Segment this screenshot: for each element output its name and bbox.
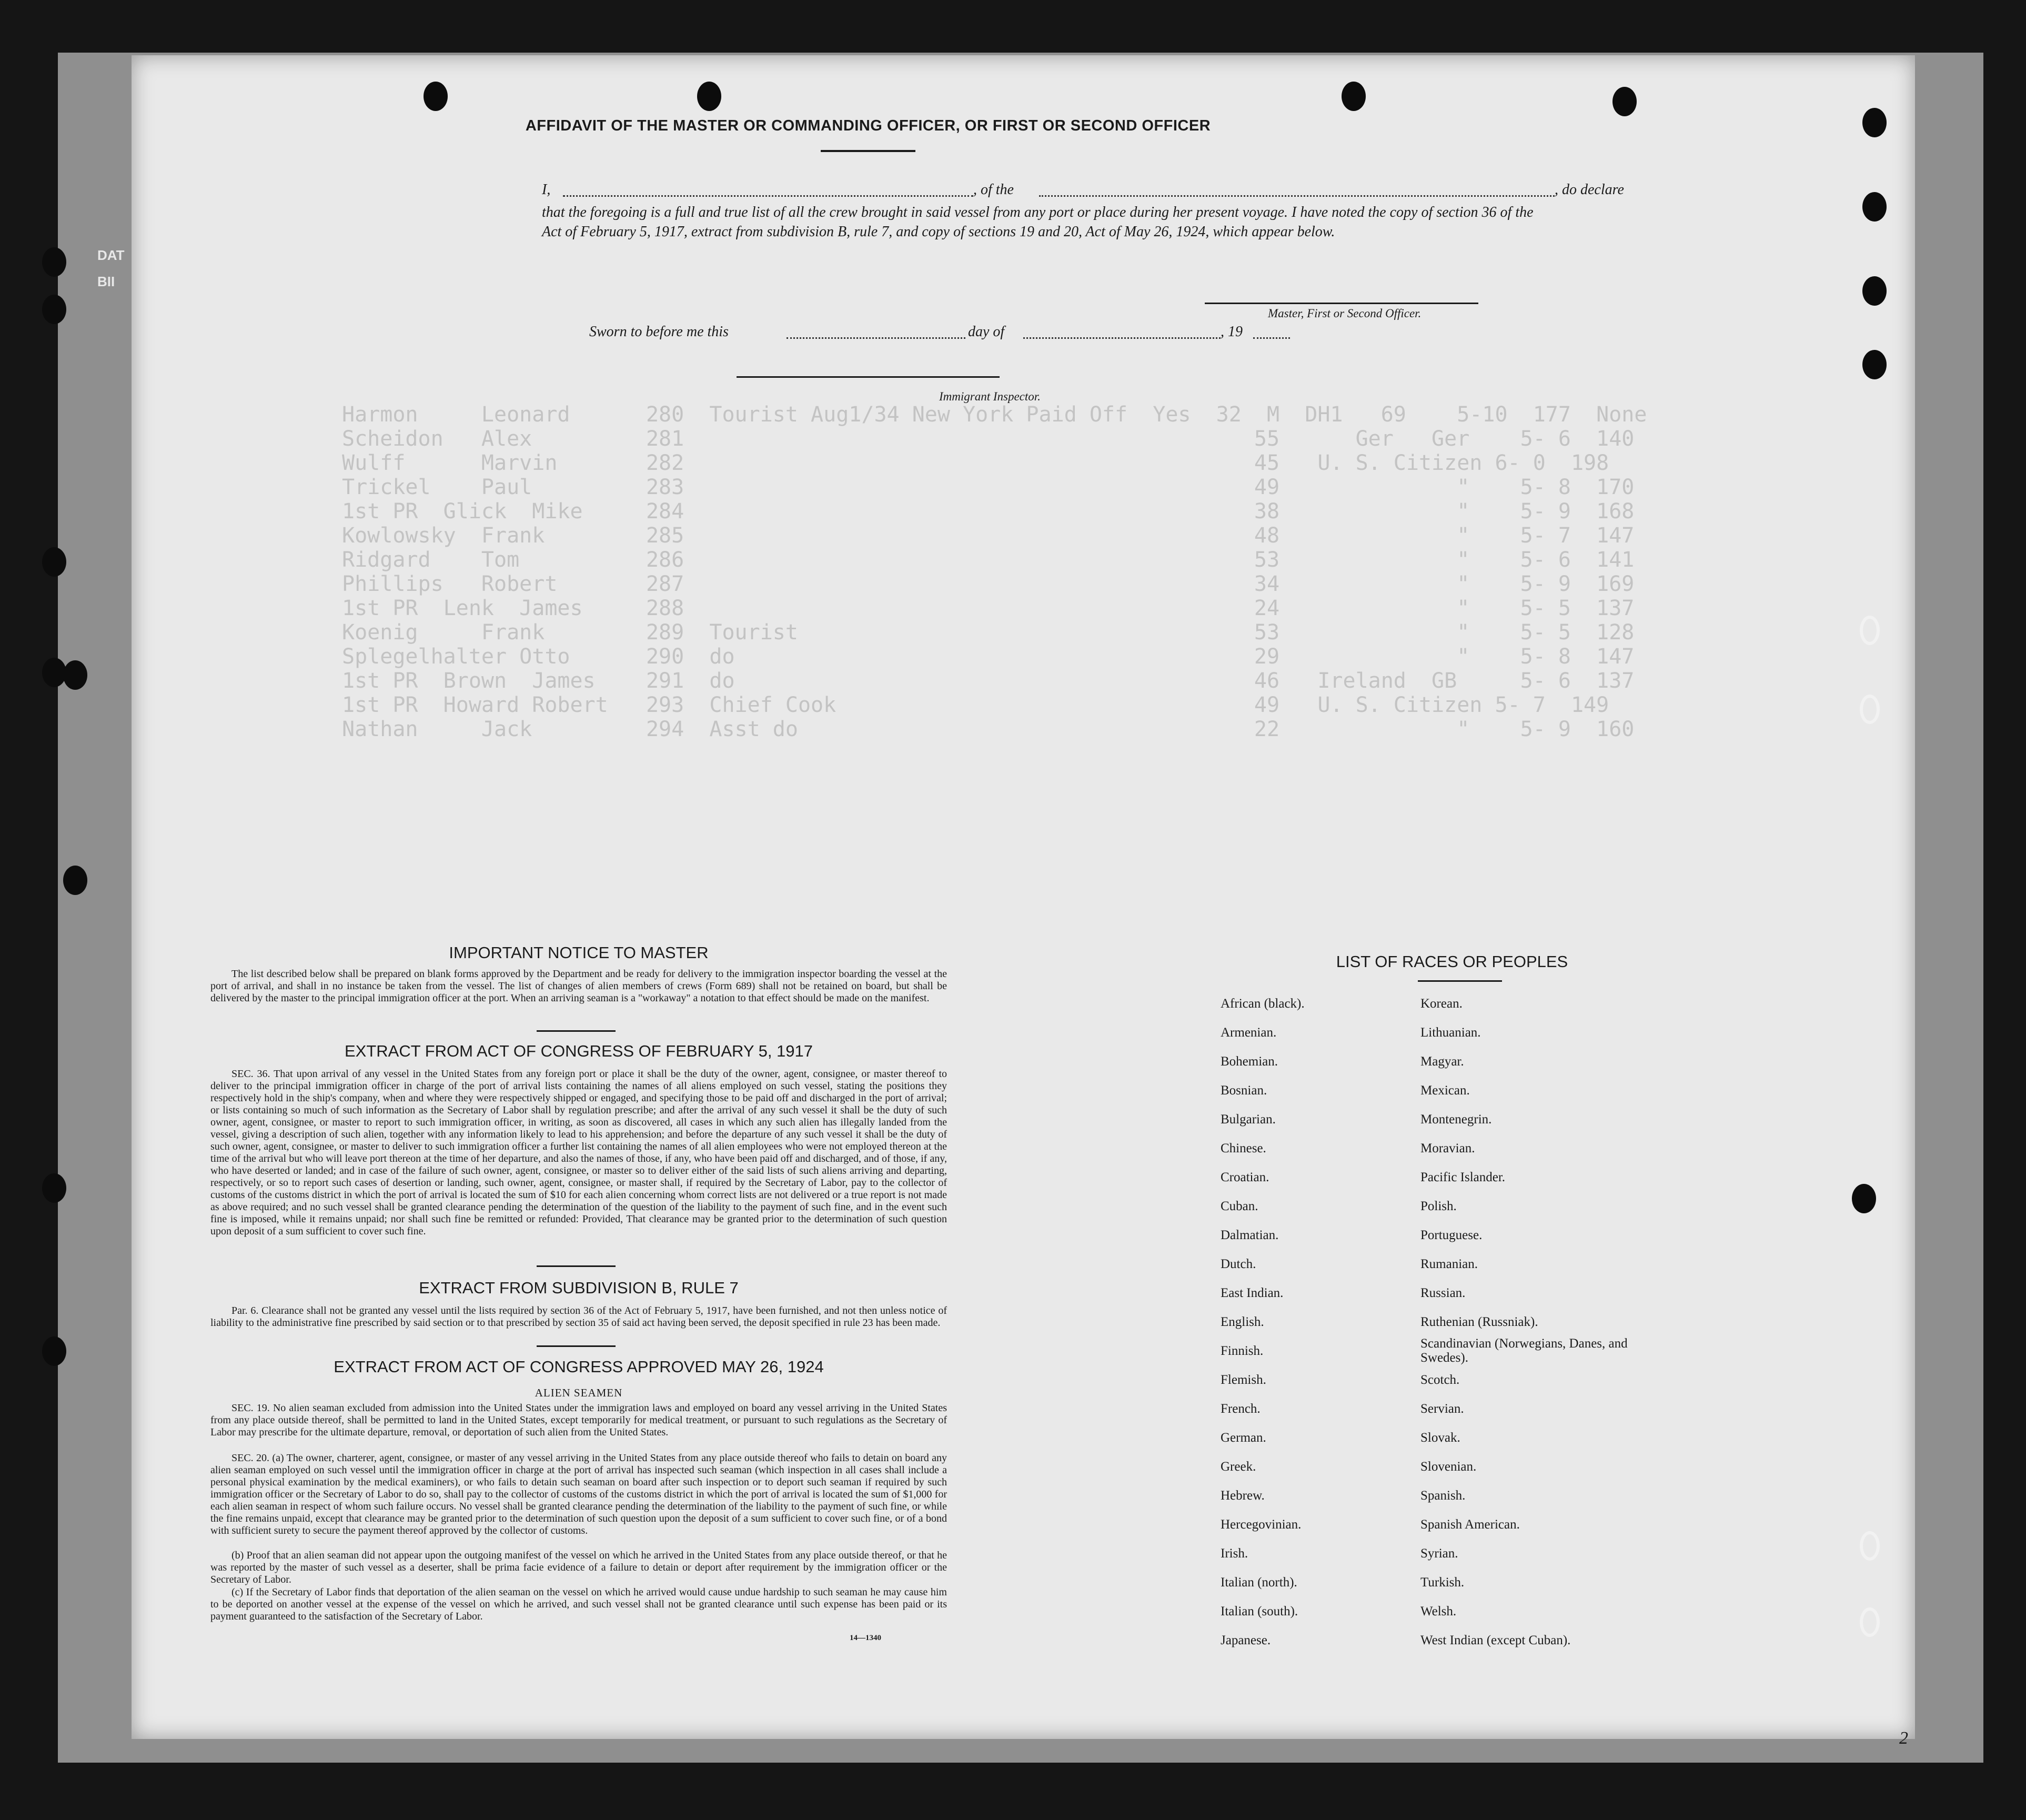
race-item: Magyar. bbox=[1420, 1054, 1464, 1069]
race-item: Cuban. bbox=[1221, 1199, 1258, 1213]
inspector-signature-line[interactable] bbox=[737, 376, 1000, 378]
document-page bbox=[132, 55, 1915, 1748]
punch-hole bbox=[1862, 108, 1887, 137]
declare-label: , do declare bbox=[1555, 182, 1624, 198]
extract-1924-sec19: SEC. 19. No alien seaman excluded from admission into the United States under the immigration laws and employed on board any vessel arriving in the United States from any place outside thereof, shall be permitted to land in the United States, except temporarily for medical treatment, or pursuant to such regulations as the Secretary of Labor may prescribe for the ultimate departure, removal, or deportation of such alien from the United States. bbox=[210, 1402, 947, 1438]
day-of-label: day of bbox=[968, 324, 1005, 340]
race-item: Flemish. bbox=[1221, 1373, 1266, 1387]
punch-hole bbox=[1862, 192, 1887, 222]
section-rule bbox=[537, 1265, 616, 1267]
binder-hole bbox=[42, 1336, 66, 1366]
form-number: 14—1340 bbox=[850, 1634, 881, 1642]
vessel-of-label: , of the bbox=[973, 182, 1014, 198]
declarant-prefix: I, bbox=[542, 182, 551, 198]
punch-hole bbox=[1860, 1531, 1880, 1561]
race-item: English. bbox=[1221, 1315, 1264, 1329]
race-item: Montenegrin. bbox=[1420, 1112, 1492, 1127]
race-item: Lithuanian. bbox=[1420, 1025, 1481, 1040]
race-item: Rumanian. bbox=[1420, 1257, 1478, 1271]
race-item: Bosnian. bbox=[1221, 1083, 1267, 1098]
bleed-through-text: Harmon Leonard 280 Tourist Aug1/34 New York Paid Off Yes 32 M DH1 69 5-10 177 None Scheidon Alex 281 55 Ger Ger 5- 6 140 Wulff Marvin 282 45 U. S. Citizen 6- 0 198 Trickel Paul 283 49 " 5- 8 170 1st PR Glick Mike 284 38 " 5- 9 168 Kowlowsky Frank 285 48 " 5- 7 147 Ridgard Tom 286 53 " 5- 6 141 Phillips Robert 287 34 " 5- 9 169 1st PR Lenk James 288 24 " 5- 5 137 Koenig Frank 289 Tourist 53 " 5- 5 128 Splegelhalter Otto 290 do 29 " 5- 8 147 1st PR Brown James 291 do 46 Ireland GB 5- 6 137 1st PR Howard Robert 293 Chief Cook 49 U. S. Citizen 5- 7 149 Nathan Jack 294 Asst do 22 " 5- 9 160 bbox=[342, 403, 1647, 741]
binder-hole bbox=[42, 547, 66, 577]
race-item: Turkish. bbox=[1420, 1575, 1465, 1590]
punch-hole bbox=[697, 82, 721, 111]
binder-hole bbox=[42, 1173, 66, 1203]
extract-1917-text: SEC. 36. That upon arrival of any vessel in the United States from any foreign port or place it shall be the duty of the owner, agent, consignee, or master thereof to deliver to the principal immigration officer in charge of the port of arrival lists containing the names of all aliens employed on such vessel, stating the positions they respectively hold in the ship's company, when and where they were respectively shipped or engaged, and specifying those to be paid off and discharged in the port of arrival; or lists containing so much of such information as the Secretary of Labor shall by regulation prescribe; and after the arrival of any such vessel it shall be the duty of such owner, agent, consignee, or master to report to such immigration officer, in writing, as soon as discovered, all cases in which any such alien has illegally landed from the vessel, giving a description of such alien, together with any information likely to lead to his apprehension; and before the departure of any such vessel it shall be the duty of such owner, agent, consignee, or master to deliver to such immigration officer a further list containing the names of all alien employees who were not employed thereon at the time of the arrival but who will leave port thereon at the time of her departure, and also the names of those, if any, who have been paid off and discharged, and of those, if any, who have deserted or landed; and in case of the failure of such owner, agent, consignee, or master so to deliver either of the said lists of such aliens arriving and departing, respectively, or so to report such cases of desertion or landing, such owner, agent, consignee, or master shall, if required by the Secretary of Labor, pay to the collector of customs of the customs district in which the port of arrival is located the sum of $10 for each alien concerning whom correct lists are not delivered or a true report is not made as above required; and no such vessel shall be granted clearance pending the determination of the question of the liability to the payment of such fine, and in the event such fine is imposed, while it remains unpaid; nor shall such fine be remitted or refunded: Provided, That clearance may be granted prior to the determination of such question upon deposit of a sum sufficient to cover such fine. bbox=[210, 1068, 947, 1237]
race-item: Italian (north). bbox=[1221, 1575, 1297, 1590]
punch-hole bbox=[1862, 276, 1887, 306]
race-item: Italian (south). bbox=[1221, 1604, 1298, 1618]
race-item: Croatian. bbox=[1221, 1170, 1269, 1184]
race-item: Chinese. bbox=[1221, 1141, 1266, 1155]
binder-hole bbox=[42, 295, 66, 324]
race-item: Bulgarian. bbox=[1221, 1112, 1276, 1127]
punch-hole bbox=[1862, 350, 1887, 379]
race-item: Pacific Islander. bbox=[1420, 1170, 1506, 1184]
race-item: Irish. bbox=[1221, 1546, 1248, 1561]
race-item: Servian. bbox=[1420, 1402, 1464, 1416]
races-left-column bbox=[1221, 989, 1410, 1655]
vessel-name-field[interactable] bbox=[1039, 186, 1555, 197]
race-item: Greek. bbox=[1221, 1460, 1256, 1474]
page-number-mark: 2 bbox=[1899, 1728, 1908, 1748]
race-item: Armenian. bbox=[1221, 1025, 1277, 1040]
extract-1924-sec20a: SEC. 20. (a) The owner, charterer, agent, consignee, or master of any vessel arriving in the United States from any place outside thereof who fails to detain on board any alien seaman employed on such vessel until the immigration officer in charge at the port of arrival has inspected such seaman (which inspection in all cases shall include a personal physical examination by the medical examiners), or who fails to detain such seaman on board after such inspection or to deport such seaman if required by such immigration officer or the Secretary of Labor to do so, shall pay to the collector of customs of the customs district in which the port of arrival is located the sum of $1,000 for each alien seaman in respect of whom such failure occurs. No vessel shall be granted clearance pending the determination of the liability to the payment of such fine, or while the fine remains unpaid, except that clearance may be granted prior to the determination of such question upon the deposit of a sum sufficient to cover such fine, or of a bond with sufficient surety to secure the payment thereof approved by the collector of customs. bbox=[210, 1452, 947, 1536]
race-item: Slovak. bbox=[1420, 1431, 1460, 1445]
race-item: Dalmatian. bbox=[1221, 1228, 1279, 1242]
inspector-caption: Immigrant Inspector. bbox=[939, 390, 1041, 403]
race-item: Polish. bbox=[1420, 1199, 1457, 1213]
punch-hole bbox=[1860, 695, 1880, 724]
extract-rule7-text: Par. 6. Clearance shall not be granted any vessel until the lists required by section 36 of the Act of February 5, 1917, have been furnished, and not then unless notice of liability to the administrative fine prescribed by said section or to that prescribed by section 35 of said act having been served, the deposit specified in rule 23 has been made. bbox=[210, 1305, 947, 1329]
sworn-year-field[interactable] bbox=[1253, 328, 1290, 339]
notice-text: The list described below shall be prepared on blank forms approved by the Department and be ready for delivery to the immigration inspector boarding the vessel at the port of arrival, and shall in no instance be taken from the vessel. The list of changes of alien members of crews (Form 689) shall not be retained on board, but shall be delivered by the master to the principal immigration officer at the port. When an arriving seaman is a "workaway" a notation to that effect should be made on the manifest. bbox=[210, 968, 947, 1004]
race-item: French. bbox=[1221, 1402, 1261, 1416]
declarant-name-field[interactable] bbox=[563, 186, 973, 197]
race-item: Spanish American. bbox=[1420, 1517, 1520, 1532]
race-item: Mexican. bbox=[1420, 1083, 1470, 1098]
notice-heading: IMPORTANT NOTICE TO MASTER bbox=[449, 943, 709, 962]
punch-hole bbox=[63, 660, 87, 690]
race-item: Dutch. bbox=[1221, 1257, 1256, 1271]
margin-mark-bottom: BII bbox=[97, 274, 115, 289]
race-item: Korean. bbox=[1420, 997, 1463, 1011]
race-item: German. bbox=[1221, 1431, 1266, 1445]
race-item: East Indian. bbox=[1221, 1286, 1284, 1300]
race-item: Scotch. bbox=[1420, 1373, 1460, 1387]
race-item: Ruthenian (Russniak). bbox=[1420, 1315, 1538, 1329]
year-label: , 19 bbox=[1221, 324, 1243, 340]
affidavit-body: that the foregoing is a full and true list of all the crew brought in said vessel from any port or place during her present voyage. I have noted the copy of section 36 of the Act of February 5, 1917, extract from subdivision B, rule 7, and copy of sections 19 and 20, Act of May 26, 1924, which appear below. bbox=[542, 204, 1534, 240]
punch-hole bbox=[1860, 1607, 1880, 1637]
race-item: Finnish. bbox=[1221, 1344, 1264, 1358]
punch-hole bbox=[424, 82, 448, 111]
race-item: Slovenian. bbox=[1420, 1460, 1477, 1474]
signature-caption: Master, First or Second Officer. bbox=[1268, 307, 1422, 320]
extract-1917-heading: EXTRACT FROM ACT OF CONGRESS OF FEBRUARY 5, 1917 bbox=[344, 1042, 813, 1060]
heading-rule bbox=[821, 150, 915, 152]
race-item: Moravian. bbox=[1420, 1141, 1475, 1155]
race-item: West Indian (except Cuban). bbox=[1420, 1633, 1571, 1647]
race-item: Scandinavian (Norwegians, Danes, and Swedes). bbox=[1420, 1336, 1628, 1365]
race-item: Russian. bbox=[1420, 1286, 1466, 1300]
race-item: Welsh. bbox=[1420, 1604, 1457, 1618]
section-rule bbox=[537, 1345, 616, 1347]
affidavit-heading: AFFIDAVIT OF THE MASTER OR COMMANDING OFFICER, OR FIRST OR SECOND OFFICER bbox=[525, 117, 1211, 134]
declaration-line bbox=[542, 182, 1689, 199]
punch-hole bbox=[1342, 82, 1366, 111]
binder-hole bbox=[42, 658, 66, 687]
punch-hole bbox=[1860, 616, 1880, 645]
race-item: Bohemian. bbox=[1221, 1054, 1278, 1069]
races-heading: LIST OF RACES OR PEOPLES bbox=[1336, 952, 1568, 971]
race-item: Japanese. bbox=[1221, 1633, 1271, 1647]
race-item: Hebrew. bbox=[1221, 1489, 1265, 1503]
signature-line[interactable] bbox=[1205, 303, 1478, 304]
punch-hole bbox=[1852, 1184, 1876, 1213]
races-rule bbox=[1418, 980, 1502, 982]
extract-1924-sec20b: (b) Proof that an alien seaman did not appear upon the outgoing manifest of the vessel on which he arrived in the United States from any place outside thereof, or that he was reported by the master of such vessel as a deserter, shall be prima facie evidence of a failure to detain or deport after requirement by the immigration officer or the Secretary of Labor. bbox=[210, 1550, 947, 1585]
sworn-label: Sworn to before me this bbox=[589, 324, 729, 340]
section-rule bbox=[537, 1030, 616, 1032]
races-right-column bbox=[1420, 989, 1647, 1655]
race-item: Hercegovinian. bbox=[1221, 1517, 1302, 1532]
alien-seamen-subheading: ALIEN SEAMEN bbox=[535, 1386, 623, 1399]
sworn-month-field[interactable] bbox=[1023, 328, 1221, 339]
race-item: African (black). bbox=[1221, 997, 1305, 1011]
punch-hole bbox=[1612, 87, 1637, 116]
extract-1924-sec20c: (c) If the Secretary of Labor finds that deportation of the alien seaman on the vessel on which he arrived would cause undue hardship to such seaman he may cause him to be deported on another vessel at the expense of the vessel on which he arrived, and such vessel shall not be granted clearance until such expense has been paid or its payment guaranteed to the satisfaction of the Secretary of Labor. bbox=[210, 1586, 947, 1622]
race-item: Portuguese. bbox=[1420, 1228, 1483, 1242]
margin-mark-top: DAT bbox=[97, 247, 125, 263]
race-item: Syrian. bbox=[1420, 1546, 1458, 1561]
sworn-line bbox=[589, 324, 1326, 343]
binder-hole bbox=[42, 247, 66, 277]
extract-rule7-heading: EXTRACT FROM SUBDIVISION B, RULE 7 bbox=[419, 1279, 739, 1297]
sworn-day-field[interactable] bbox=[787, 328, 965, 339]
extract-1924-heading: EXTRACT FROM ACT OF CONGRESS APPROVED MAY 26, 1924 bbox=[334, 1358, 824, 1376]
race-item: Spanish. bbox=[1420, 1489, 1466, 1503]
punch-hole bbox=[63, 866, 87, 895]
